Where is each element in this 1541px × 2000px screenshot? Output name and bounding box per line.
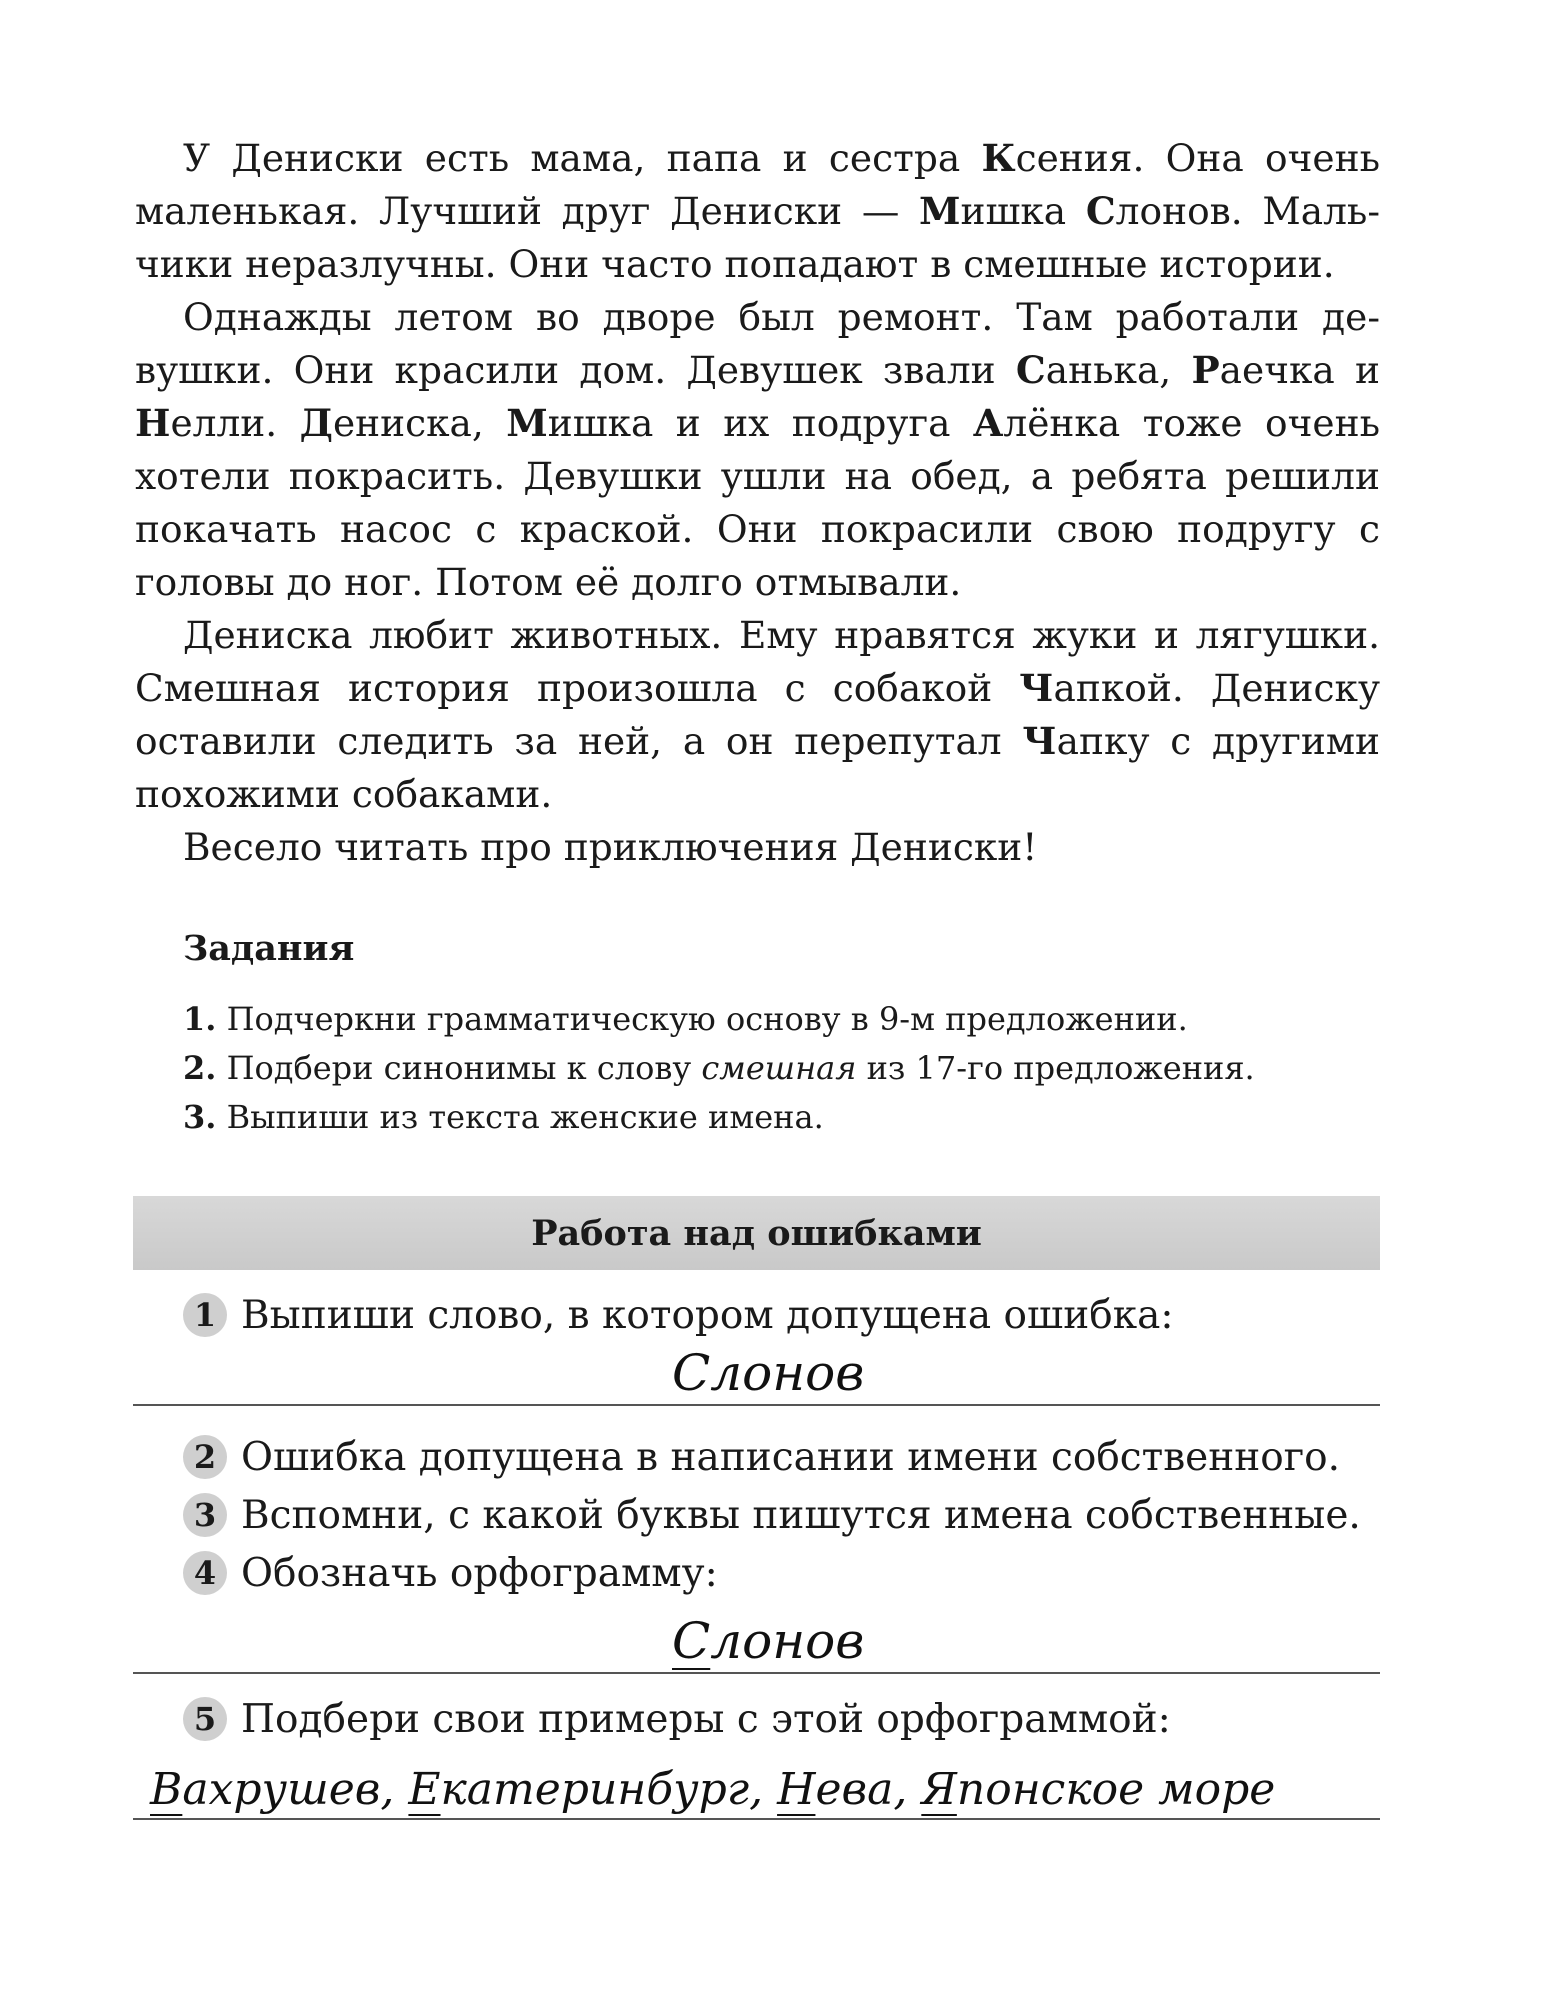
bold-capital-letter: К [981, 136, 1016, 180]
text-run: Дениска любит животных. Ему нравятся жуки и лягушки. Смешная история произошла с собакой [135, 613, 1380, 710]
text-run: апкой. Дениску оставили следить за ней, а он перепутал [135, 666, 1381, 763]
text-run: лонов. Мальчики неразлучны. Они часто попадают в смешные истории. [135, 189, 1380, 286]
tasks-list [183, 995, 1255, 1142]
step-text: Обозначь орфограмму: [241, 1551, 718, 1596]
word-rest: катеринбург, [440, 1764, 764, 1815]
handwritten-answer-4 [672, 1612, 864, 1670]
text-run: Однажды летом во дворе был ремонт. Там работали девушки. Они красили дом. Девушек звали [135, 295, 1380, 392]
errors-section-title: Работа над ошибками [133, 1196, 1380, 1270]
step-number-badge: 4 [183, 1551, 227, 1595]
step-text: Подбери свои примеры с этой орфограммой: [241, 1697, 1171, 1742]
bold-capital-letter: М [918, 189, 961, 233]
text-run: ишка и их подруга [547, 401, 973, 445]
bold-capital-letter: Р [1191, 348, 1220, 392]
story-text [135, 132, 1380, 874]
task-italic-word: смешная [701, 1049, 857, 1087]
step-number-badge: 1 [183, 1293, 227, 1337]
underlined-capital-letter: В [150, 1764, 183, 1815]
task-text: Подчеркни грамматическую основу в 9-м предложении. [216, 1000, 1188, 1038]
bold-capital-letter: Ч [1019, 666, 1054, 710]
task-item [183, 1093, 1255, 1142]
example-word [150, 1764, 394, 1815]
underlined-capital-letter: С [672, 1612, 711, 1670]
text-run: ениска, [332, 401, 507, 445]
story-paragraph [135, 291, 1380, 609]
task-item [183, 1044, 1255, 1093]
bold-capital-letter: Д [299, 401, 333, 445]
bold-capital-letter: С [1085, 189, 1116, 233]
word-rest: ахрушев, [182, 1764, 395, 1815]
step-2 [183, 1434, 1340, 1482]
task-text: Выпиши из текста женские имена. [216, 1098, 824, 1136]
task-text: Подбери синонимы к слову [216, 1049, 702, 1087]
word-rest: понское море [956, 1764, 1276, 1815]
handwritten-answer-5 [150, 1764, 1275, 1815]
text-run: анька, [1045, 348, 1192, 392]
bold-capital-letter: А [972, 401, 1004, 445]
step-number-badge: 3 [183, 1493, 227, 1537]
step-number-badge: 5 [183, 1697, 227, 1741]
task-number: 1. [183, 1000, 217, 1038]
bold-capital-letter: М [506, 401, 548, 445]
text-run: У Дениски есть мама, папа и сестра [183, 136, 982, 180]
task-item [183, 995, 1255, 1044]
step-3 [183, 1492, 1361, 1540]
step-number-badge: 2 [183, 1435, 227, 1479]
text-run: лёнка тоже очень хотели покрасить. Девушки ушли на обед, а ребята решили покачать насос с краской. Они покрасили свою подругу с головы до ног. Потом её долго отмывали. [135, 401, 1380, 604]
story-paragraph [135, 821, 1380, 874]
underlined-capital-letter: Я [921, 1764, 957, 1815]
text-run: сения. Она очень маленькая. Лучший друг Дениски — [135, 136, 1380, 233]
text-run: елли. [170, 401, 300, 445]
answer-line-1 [133, 1404, 1380, 1406]
underlined-capital-letter: Н [777, 1764, 816, 1815]
word-rest: ева, [815, 1764, 908, 1815]
text-run: ишка [960, 189, 1086, 233]
bold-capital-letter: Ч [1022, 719, 1057, 763]
bold-capital-letter: Н [135, 401, 171, 445]
answer-line-4 [133, 1672, 1380, 1674]
text-run: аечка и [1219, 348, 1380, 392]
handwritten-answer-1: Слонов [672, 1344, 865, 1402]
task-number: 3. [183, 1098, 217, 1136]
text-run: Весело читать про приключения Дениски! [183, 825, 1038, 869]
word-rest: лонов [710, 1612, 865, 1670]
step-text: Выпиши слово, в котором допущена ошибка: [241, 1293, 1174, 1338]
step-text: Ошибка допущена в написании имени собственного. [241, 1435, 1341, 1480]
example-word [921, 1764, 1275, 1815]
task-text: из 17-го предложения. [856, 1049, 1255, 1087]
example-word [408, 1764, 763, 1815]
story-paragraph [135, 132, 1380, 291]
underlined-capital-letter: Е [408, 1764, 441, 1815]
tasks-title: Задания [183, 928, 355, 969]
step-text: Вспомни, с какой буквы пишутся имена собственные. [241, 1493, 1361, 1538]
text-run: апку с другими похожими собаками. [135, 719, 1380, 816]
step-4 [183, 1550, 718, 1598]
example-word [777, 1764, 907, 1815]
step-1 [183, 1292, 1174, 1340]
story-paragraph [135, 609, 1380, 821]
bold-capital-letter: С [1015, 348, 1046, 392]
step-5 [183, 1696, 1171, 1744]
answer-line-5 [133, 1818, 1380, 1820]
task-number: 2. [183, 1049, 217, 1087]
